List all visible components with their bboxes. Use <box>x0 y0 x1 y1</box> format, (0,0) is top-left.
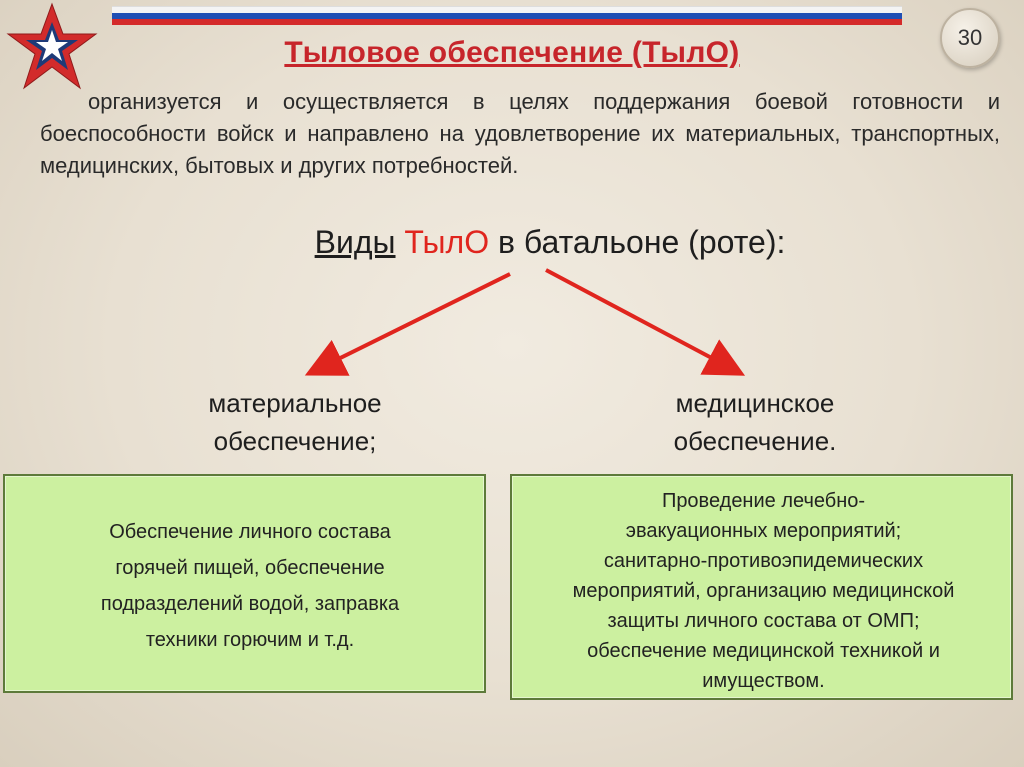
subtitle-word-tylo: ТылО <box>404 224 490 260</box>
arrow-right <box>546 270 738 372</box>
type-material <box>160 384 430 460</box>
medical-box-line1: Проведение лечебно- <box>661 490 866 512</box>
medical-box-line5: защиты личного состава от ОМП; <box>607 610 920 632</box>
material-box-line3: подразделений водой, заправка <box>100 593 400 615</box>
medical-box-line7: имуществом. <box>702 670 825 692</box>
type-medical-line1: медицинское <box>675 388 835 418</box>
slide-title: Тыловое обеспечение (ТылО) <box>284 36 740 69</box>
material-box-line2: горячей пищей, обеспечение <box>115 557 385 579</box>
subtitle-rest: в батальоне (роте): <box>498 224 786 260</box>
material-box-line1: Обеспечение личного состава <box>109 521 391 543</box>
arrow-left <box>312 274 510 372</box>
section-subtitle <box>0 224 1024 261</box>
intro-paragraph: организуется и осуществляется в целях поддержания боевой готовности и боеспособности войск и направлено на удовлетворение их материальных, транспортных, медицинских, бытовых и других потребностей. <box>40 89 1000 178</box>
medical-box-line4: мероприятий, организацию медицинской <box>572 580 955 602</box>
medical-box-line6: обеспечение медицинской техникой и <box>587 640 940 662</box>
medical-support-box <box>510 474 1013 700</box>
material-box-line4: техники горючим и т.д. <box>145 629 355 651</box>
type-material-line1: материальное <box>208 388 382 418</box>
type-medical-line2: обеспечение. <box>673 426 837 456</box>
medical-box-line3: санитарно-противоэпидемических <box>603 550 924 572</box>
slide-number: 30 <box>957 25 983 50</box>
medical-box-line2: эвакуационных мероприятий; <box>625 520 902 542</box>
material-support-box <box>3 474 486 693</box>
type-medical <box>610 384 900 460</box>
type-material-line2: обеспечение; <box>213 426 377 456</box>
subtitle-word-vidy: Виды <box>314 224 396 260</box>
russian-flag-stripe <box>112 6 902 26</box>
